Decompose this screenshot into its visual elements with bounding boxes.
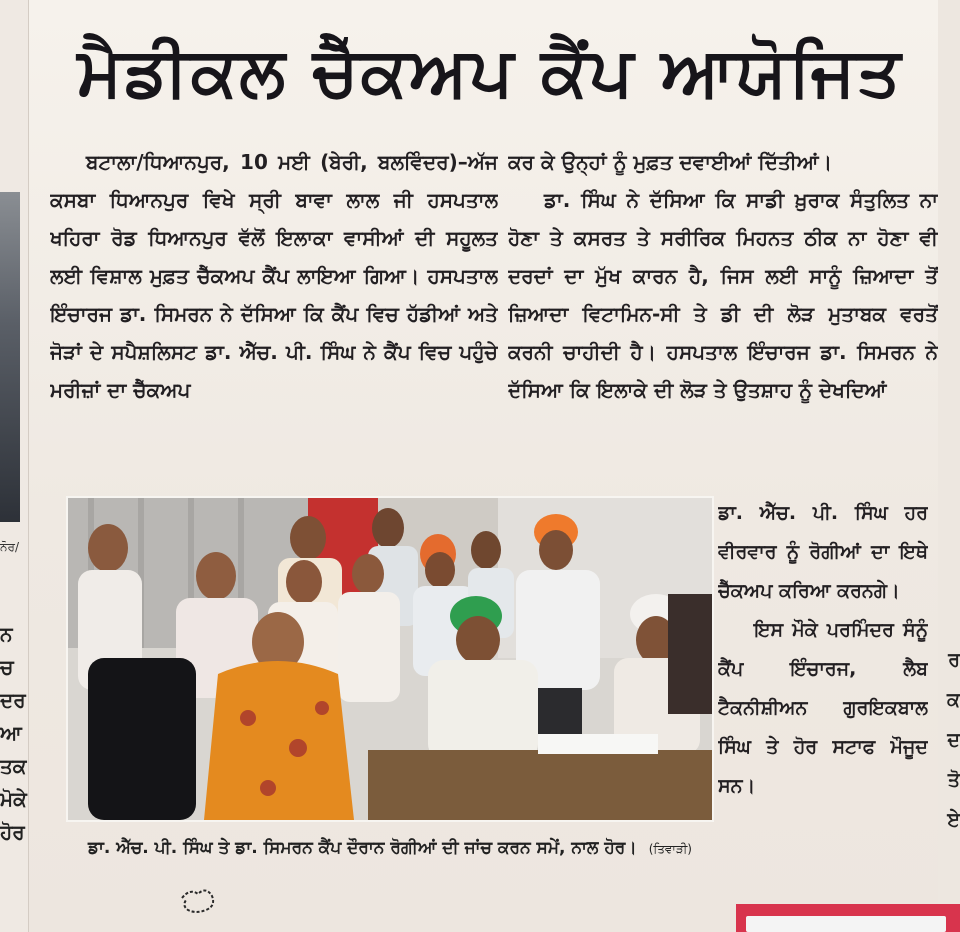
article-paragraph: ਇਸ ਮੌਕੇ ਪਰਮਿੰਦਰ ਸੰਨੂੰ ਕੈਂਪ ਇੰਚਾਰਜ, ਲੈਬ ਟੈਕਨੀਸ਼ੀਅਨ ਗੁਰਇਕਬਾਲ ਸਿੰਘ ਤੇ ਹੋਰ ਸਟਾਫ ਮੌਜੂਦ ਸਨ। — [718, 619, 928, 797]
article-column-narrow — [718, 494, 928, 884]
photo-caption — [60, 834, 720, 894]
neighbor-text-right: ਰ ਕ ਦ ਤੋ ਏ — [947, 649, 960, 831]
article-paragraph-continued: ਕਰ ਕੇ ਉਨ੍ਹਾਂ ਨੂੰ ਮੁਫ਼ਤ ਦਵਾਈਆਂ ਦਿੱਤੀਆਂ। — [508, 150, 833, 174]
news-photo — [66, 496, 714, 822]
neighbor-photo-left — [0, 192, 20, 522]
article-column-left — [50, 143, 498, 495]
neighbor-article-right — [938, 0, 960, 932]
pen-mark — [176, 884, 220, 918]
advertisement-strip — [736, 904, 960, 932]
article-column-right — [508, 143, 938, 495]
photo-caption-text: ਡਾ. ਐੱਚ. ਪੀ. ਸਿੰਘ ਤੇ ਡਾ. ਸਿਮਰਨ ਕੈਂਪ ਦੌਰਾਨ ਰੋਗੀਆਂ ਦੀ ਜਾਂਚ ਕਰਨ ਸਮੇਂ, ਨਾਲ ਹੋਰ। — [87, 838, 637, 858]
neighbor-text-left: ਨ ਚ ਦਰ ਆ ਤਕ ਮੋਕੇ ਹੋਰ — [0, 622, 27, 844]
article-headline: ਮੈਡੀਕਲ ਚੈੱਕਅਪ ਕੈਂਪ ਆਯੋਜਿਤ — [77, 33, 903, 112]
article-paragraph: ਡਾ. ਸਿੰਘ ਨੇ ਦੱਸਿਆ ਕਿ ਸਾਡੀ ਖ਼ੁਰਾਕ ਸੰਤੁਲਿਤ ਨਾ ਹੋਣਾ ਤੇ ਕਸਰਤ ਤੇ ਸਰੀਰਿਕ ਮਿਹਨਤ ਠੀਕ ਨਾ ਹੋਣਾ ਵੀ ਦਰਦਾਂ ਦਾ ਮੁੱਖ ਕਾਰਨ ਹੈ, ਜਿਸ ਲਈ ਸਾਨੂੰ ਜ਼ਿਆਦਾ ਤੋਂ ਜ਼ਿਆਦਾ ਵਿਟਾਮਿਨ-ਸੀ ਤੇ ਡੀ ਦੀ ਲੋੜ ਮੁਤਾਬਕ ਵਰਤੋਂ ਕਰਨੀ ਚਾਹੀਦੀ ਹੈ। ਹਸਪਤਾਲ ਇੰਚਾਰਜ ਡਾ. ਸਿਮਰਨ ਨੇ ਦੱਸਿਆ ਕਿ ਇਲਾਕੇ ਦੀ ਲੋੜ ਤੇ ਉਤਸ਼ਾਹ ਨੂੰ ਦੇਖਦਿਆਂ — [508, 188, 938, 402]
neighbor-article-left — [0, 0, 29, 932]
article-paragraph: ਬਟਾਲਾ/ਧਿਆਨਪੁਰ, 10 ਮਈ (ਬੇਰੀ, ਬਲਵਿੰਦਰ)–ਅੱਜ ਕਸਬਾ ਧਿਆਨਪੁਰ ਵਿਖੇ ਸ੍ਰੀ ਬਾਵਾ ਲਾਲ ਜੀ ਹਸਪਤਾਲ ਖਹਿਰਾ ਰੋਡ ਧਿਆਨਪੁਰ ਵੱਲੋਂ ਇਲਾਕਾ ਵਾਸੀਆਂ ਦੀ ਸਹੂਲਤ ਲਈ ਵਿਸ਼ਾਲ ਮੁਫ਼ਤ ਚੈੱਕਅਪ ਕੈਂਪ ਲਾਇਆ ਗਿਆ। ਹਸਪਤਾਲ ਇੰਚਾਰਜ ਡਾ. ਸਿਮਰਨ ਨੇ ਦੱਸਿਆ ਕਿ ਕੈਂਪ ਵਿਚ ਹੱਡੀਆਂ ਅਤੇ ਜੋੜਾਂ ਦੇ ਸਪੈਸ਼ਲਿਸਟ ਡਾ. ਐੱਚ. ਪੀ. ਸਿੰਘ ਨੇ ਕੈਂਪ ਵਿਚ ਪਹੁੰਚੇ ਮਰੀਜ਼ਾਂ ਦਾ ਚੈੱਕਅਪ — [50, 150, 498, 402]
article-paragraph-continued: ਡਾ. ਐੱਚ. ਪੀ. ਸਿੰਘ ਹਰ ਵੀਰਵਾਰ ਨੂੰ ਰੋਗੀਆਂ ਦਾ ਇਥੇ ਚੈੱਕਅਪ ਕਰਿਆ ਕਰਨਗੇ। — [718, 502, 928, 602]
neighbor-caption-left: ਨੋਰ/ — [0, 540, 19, 554]
photo-credit: (ਤਿਵਾੜੀ) — [648, 842, 692, 856]
news-photo-image — [68, 498, 712, 820]
